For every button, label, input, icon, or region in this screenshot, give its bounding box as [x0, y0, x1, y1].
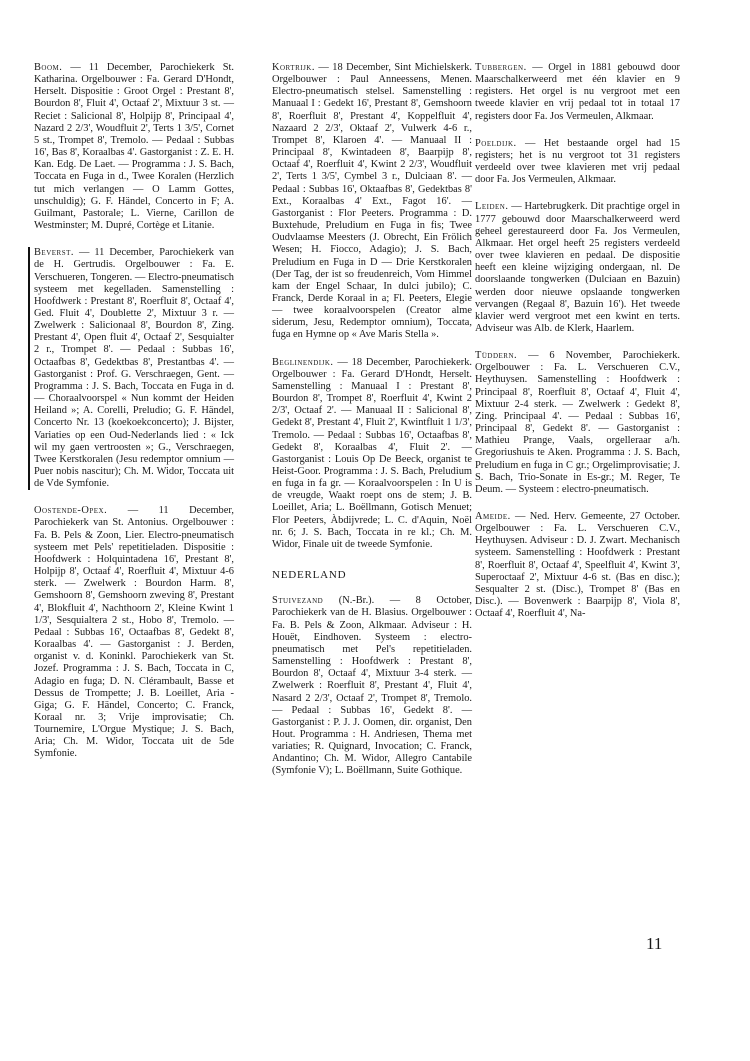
entry-paragraph [475, 350, 680, 496]
entry-tuddern [475, 350, 680, 496]
entry-text: — 6 November, Parochiekerk. Orgelbouwer : Fa. L. Verschueren C.V., Heythuysen. Samenstelling : Hoofdwerk : Principaal 8', Roerfluit 8', Octaaf 4', Fluit 4', Mixtuur 2-4 sterk. — Zwelwerk : Gedekt 8', Zing. Principaal 4'. — Pedaal : Subbas 16', Principaal 8', Gedekt 8'. — Gastorganist : Mathieu Prange, Vaals, orgelleraar a/h. Gregoriushuis te Aken. Programma : J. S. Bach, Preludium en fuga in C gr.; Orgelimprovisatie; J. S. Bach, Trio-Sonate in Es-gr.; M. Reger, Te Deum. — Systeem : electro-pneumatisch. [475, 350, 680, 495]
entry-text: — Het bestaande orgel had 15 registers; het is nu vergroot tot 31 registers verdeeld over twee klavieren met vrij pedaal door Fa. Jos Vermeulen, Alkmaar. [475, 137, 680, 186]
place-name: Tubbergen. [475, 62, 527, 73]
entry-paragraph [272, 357, 472, 552]
entry-beverst [28, 247, 234, 490]
place-name: Beglinendijk. [272, 356, 334, 368]
entry-text: — Ned. Herv. Gemeente, 27 October. Orgelbouwer : Fa. L. Verschueren C.V., Heythuysen. Adviseur : D. J. Zwart. Mechanisch systeem. Samenstelling : Hoofdwerk : Prestant 8', Roerfluit 8', Octaaf 4', Speelfluit 4', Kwint 3', Superoctaaf 2', Mixtuur 4-6 st. (Bas en disc.); Sesqualter 2 st. (Disc.), Trompet 8' (Bas en Disc.). — Bovenwerk : Baarpijp 8', Viola 8', Octaaf 4', Roerfluit 4', Na- [475, 511, 680, 620]
entry-paragraph [475, 511, 680, 620]
place-name: Beverst. [34, 247, 74, 259]
entry-kortrijk [272, 62, 472, 342]
entry-text: — 18 December, Sint Michielskerk. Orgelbouwer : Paul Anneessens, Menen. Electro-pneumatisch stelsel. Samenstelling : Manuaal I : Gedekt 16', Prestant 8', Gemshoorn 8', Roerfluit 8', Prestant 4', Koppelfluit 4', Nazaard 2 2/3', Oktaaf 2', Vulwerk 4-6 r., Trompet 8', Klaroen 4'. — Manuaal II : Principaal 8', Kwintadeen 8', Baarpijp 8', Octaaf 4', Roerfluit 4', Kwint 2 2/3', Woudfluit 2', Terts 1 3/5', Cymbel 3 r., Dulciaan 8'. — Pedaal : Subbas 16', Oktaafbas 8', Gedektbas 8' Ext., Koraalbas 4' Ext., Fagot 16'. — Gastorganist : Flor Peeters. Programma : D. Buxtehude, Preludium en Fuga in fis; Twee Oudvlaamse Meesters (J. Obrecht, Ein Frölich Wesen; H. Fiocco, Adagio); J. S. Bach, Preludium en Fuga in D — Drie Kerstkoralen (Der Tag, der ist so freudenreich, Vom Himmel kam der Engel Schaar, In dulci jubilo); C. Franck, Derde Koraal in a; Fl. Peeters, Elegie — twee koraalvoorspelen (Creator alme siderum, Jesu, Redemptor omnium), Toccata, fuga en Hymne op « Ave Maris Stella ». [272, 62, 472, 341]
section-heading-nederland: NEDERLAND [272, 569, 347, 582]
entry-paragraph [475, 62, 680, 123]
entry-paragraph [34, 505, 234, 760]
text-column-2 [272, 62, 472, 793]
entry-leiden [475, 201, 680, 335]
entry-paragraph [34, 247, 234, 490]
entry-poeldijk [475, 138, 680, 187]
place-name: Ameide. [475, 511, 511, 522]
place-name: Leiden. [475, 201, 509, 213]
entry-beglinendijk [272, 357, 472, 552]
entry-text: — 11 December, Parochiekerk St. Katharina. Orgelbouwer : Fa. Gerard D'Hondt, Herselt. Dispositie : Groot Orgel : Prestant 8', Bourdon 8', Fluit 4', Octaaf 2', Mixtuur 3 st. — Reciet : Salicional 8', Holpijp 8', Principaal 4', Nazard 2 2/3', Woudfluit 2', Terts 1 3/5', Cornet 5 st., Trompet 8', Tremolo. — Pedaal : Subbas 16', Bas 8', Koraalbas 4'. Gastorganist : Z. E. H. Kan. Edg. De Laet. — Programma : J. S. Bach, Toccata en Fuga in d., Twee Koralen (Herzlich tut mich verlangen — O Lamm Gottes, unschuldig); G. F. Händel, Concerto in F; A. Guilmant, Pastorale; L. Vierne, Carillon de Westminster; M. Dupré, Cortège et Litanie. [34, 62, 234, 232]
entry-tubbergen [475, 62, 680, 123]
entry-paragraph [475, 201, 680, 335]
entry-paragraph [34, 62, 234, 232]
place-name: Boom. [34, 62, 63, 73]
entry-text: — Orgel in 1881 gebouwd door Maarschalkerweerd met één klavier en 9 registers. Het orgel is nu vergroot met een tweede klavier en vrij pedaal tot in totaal 17 registers door Fa. Jos Vermeulen, Alkmaar. [475, 62, 680, 122]
entry-text: (N.-Br.). — 8 October, Parochiekerk van de H. Blasius. Orgelbouwer : Fa. B. Pels & Zoon, Alkmaar. Adviseur : H. Houët, Eindhoven. Systeem : electro-pneumatisch met Pel's repetitieladen. Samenstelling : Hoofdwerk : Prestant 8', Bourdon 8', Octaaf 4', Mixtuur 3-4 sterk. — Zwelwerk : Roerfluit 8', Prestant 4', Fluit 4', Nasard 2 2/3', Octaaf 2', Trompet 8', Tremolo. — Pedaal : Subbas 16', Gedekt 8'. — Gastorganist : P. J. J. Oomen, dir. organist, Den Hout. Programma : H. Andriesen, Thema met variaties; R. Quignard, Invocation; C. Franck, Andantino; Ch. M. Widor, Allegro Cantabile (Symfonie V); L. Boëllmann, Suite Gothique. [272, 595, 472, 777]
place-name: Tüddern. [475, 350, 518, 362]
entry-paragraph [475, 138, 680, 187]
text-column-1 [34, 62, 234, 776]
place-name: Stuivezand [272, 595, 324, 607]
entry-boom [34, 62, 234, 232]
page-number: 11 [646, 934, 663, 953]
entry-stuivezand [272, 595, 472, 777]
place-name: Oostende-Opex. [34, 505, 108, 517]
entry-paragraph [272, 595, 472, 777]
entry-text: — 18 December, Parochiekerk. Orgelbouwer : Fa. Gerard D'Hondt, Herselt. Samenstelling : Manuaal I : Prestant 8', Bourdon 8', Trompet 8', Roerfluit 4', Kwint 2 2/3', Octaaf 2'. — Manuaal II : Salicional 8', Gedekt 8', Prestant 4', Fluit 2', Kwintfluit 1 1/3', Tremolo. — Pedaal : Subbas 16', Octaafbas 8', Gedekt 8', Koraalbas 4', Fluit 2'. — Gastorganist : Louis Op De Beeck, organist te Heist-Goor. Programma : J. S. Bach, Preludium en fuga in fa gr. — Koraalvoorspelen : In U is de vreugde, Waakt roept ons de stem; J. B. Loeillet, Aria; L. Boëllmann, Gotisch Menuet; Flor Peeters, Àbdijvrede; L. C. d'Aquin, Noël nr. 6; J. S. Bach, Toccata in re kl.; Ch. M. Widor, Finale uit de tweede Symfonie. [272, 356, 472, 550]
entry-text: — 11 December, Parochiekerk van de H. Gertrudis. Orgelbouwer : Fa. E. Verschueren, Tongeren. — Electro-pneumatisch systeem met kegelladen. Samenstelling : Hoofdwerk : Prestant 8', Roerfluit 8', Octaaf 4', Ged. Fluit 4', Doublette 2', Mixtuur 3 r. — Zwelwerk : Salicionaal 8', Bourdon 8', Zing. Prestant 4', Open fluit 4', Octaaf 2', Sesquialter 2 r., Trompet 8'. — Pedaal : Subbas 16', Octaafbas 8', Gedektbas 8', Prestantbas 4'. — Gastorganist : Prof. G. Verschraegen, Gent. — Programma : J. S. Bach, Toccata en Fuga in d. — Choraalvoorspel « Nun kommt der Heiden Heiland »; A. Corelli, Preludio; G. F. Händel, Concerto Nr. 13 (koekoekconcerto); J. Bijster, Variaties op een Oud-Nederlands lied : « Ick wil my gaen vertroosten »; G., Verschraegen, Twee Kerstkoralen (Jesu redemptor omnium — Puer nobis nascitur); Ch. M. Widor, Toccata uit de Vde Symfonie. [34, 247, 234, 490]
entry-text: — 11 December, Parochiekerk van St. Antonius. Orgelbouwer : Fa. B. Pels & Zoon, Lier. Electro-pneumatisch systeem met Pels' repetitieladen. Dispositie : Hoofdwerk : Holquintadena 16', Prestant 8', Holpijp 8', Octaaf 4', Roerfluit 4', Mixtuur 4-6 sterk. — Zwelwerk : Bourdon Harm. 8', Gemshoorn 8', Gemshoorn zweving 8', Prestant 4', Blokfluit 4', Nachthoorn 2', Kleine Kwint 1 1/3', Sesquialtera 2 st., Hobo 8', Tremolo. — Pedaal : Subbas 16', Octaafbas 8', Gedekt 8', Koraalbas 4'. — Gastorganist : J. Berden, organist v. d. Koninkl. Parochiekerk van St. Jozef. Programma : J. S. Bach, Toccata in C, Adagio en fuga; D. N. Clérambault, Basse et Dessus de Trompette; J. B. Loeillet, Aria - Giga; G. F. Händel, Concerto; C. Franck, Koraal nr. 3; Vrije improvisatie; Ch. Tournemire, L'Orgue Mystique; J. S. Bach, Aria; Ch. M. Widor, Toccata uit de 5de Symfonie. [34, 505, 234, 760]
entry-oostende-opex [34, 505, 234, 760]
entry-text: — Hartebrugkerk. Dit prachtige orgel in 1777 gebouwd door Maarschalkerweerd werd geheel gerestaureerd door Fa. Jos Vermeulen, Alkmaar. Het orgel heeft 25 registers verdeeld over twee klavieren en pedaal. De dispositie heeft een kleine wijziging ondergaan, nl. De doorslaande tongwerken (Dulciaan en Bazuin) werden door nieuwe opslaande tongwerken vervangen (Regaal 8', Bazuin 16'). Het tweede klavier werd vergroot met een kwint en terts. Adviseur was Alb. de Klerk, Haarlem. [475, 201, 680, 334]
place-name: Poeldijk. [475, 137, 517, 149]
place-name: Kortrijk. [272, 62, 315, 73]
text-column-3 [475, 62, 680, 635]
entry-paragraph [272, 62, 472, 342]
entry-ameide [475, 511, 680, 620]
